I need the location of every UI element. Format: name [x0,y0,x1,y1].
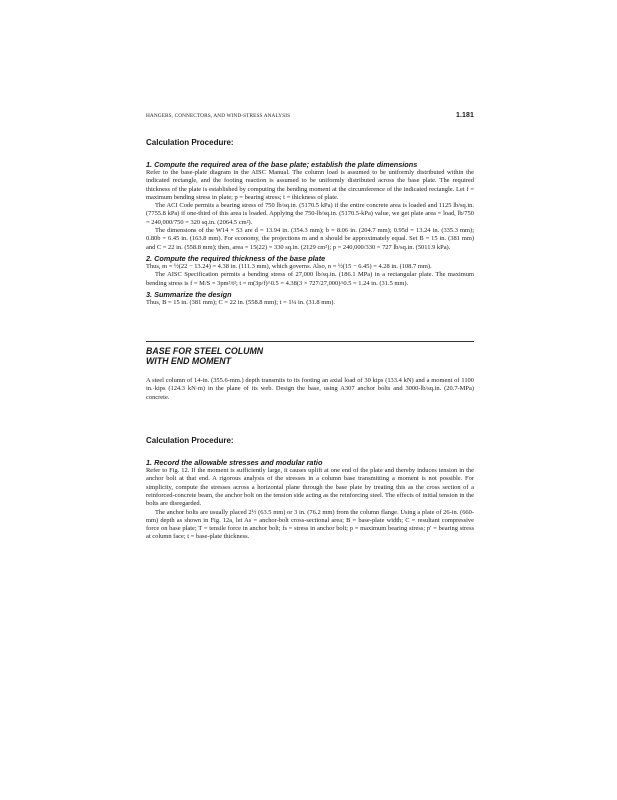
step-heading: 1. Record the allowable stresses and modular ratio [146,458,323,468]
step-heading: 3. Summarize the design [146,289,232,299]
page [146,112,474,542]
running-header [146,112,474,119]
paragraph: Refer to Fig. 12. If the moment is sufficiently large, it causes uplift at one end of the plate and thereby induces tension in the anchor bolt at that end. A rigorous analysis of the stresses in a column base transmitting a moment is not possible. For simplicity, compute the stresses across a horizontal plane through the base plate by treating this as the cross section of a reinforced-concrete beam, the anchor bolt on the tension side acting as the reinforcing steel. The effects of initial tension in the bolts are disregarded. [146,467,474,508]
step-heading: 2. Compute the required thickness of the base plate [146,253,326,263]
title-rule [146,341,474,342]
section-title-line: BASE FOR STEEL COLUMN [146,346,264,357]
paragraph: The dimensions of the W14 × 53 are d = 13.94 in. (354.3 mm); b = 8.06 in. (204.7 mm); 0.95d = 13.24 in. (335.3 mm); 0.80b = 6.45 in. (163.8 mm). For economy, the projections m and n should be approximately equal. Set B = 15 in. (381 mm) and C = 22 in. (558.8 mm); then, area = 15(22) = 330 sq.in. (2129 cm²); p = 240,000/330 = 727 lb/sq.in. (5011.9 kPa). [146,227,474,251]
page-number: 1.181 [455,112,474,119]
calculation-procedure-heading: Calculation Procedure: [146,138,234,147]
paragraph: Thus, B = 15 in. (381 mm); C = 22 in. (558.8 mm); t = 1¼ in. (31.8 mm). [146,298,335,306]
paragraph: The anchor bolts are usually placed 2½ (63.5 mm) or 3 in. (76.2 mm) from the column flange. Using a plate of 26-in. (660-mm) depth as shown in Fig. 12a, let As = anchor-bolt cross-sectional area; B = base-plate width; C = resultant compressive force on base plate; T = tensile force in anchor bolt; fs = stress in anchor bolt; p = maximum bearing stress; p′ = bearing stress at column face; t = base-plate thickness. [146,508,474,541]
paragraph: Refer to the base-plate diagram in the AISC Manual. The column load is assumed to be uniformly distributed within the indicated rectangle, and the footing reaction is assumed to be uniformly distributed across the base plate. The required thickness of the plate is established by computing the bending moment at the circumference of the indicated rectangle. Let f = maximum bending stress in plate; p = bearing stress; t = thickness of plate. [146,169,474,201]
section-title [146,346,474,366]
paragraph: The ACI Code permits a bearing stress of 750 lb/sq.in. (5170.5 kPa) if the entire concrete area is loaded and 1125 lb/sq.in. (7755.8 kPa) if one-third of this area is loaded. Applying the 750-lb/sq.in. (5170.5-kPa) value, we get plate area = load, lb/750 = 240,000/750 = 320 sq.in. (2064.5 cm²). [146,202,474,226]
paragraph: Thus, m = ½(22 − 13.24) = 4.38 in. (111.3 mm), which governs. Also, n = ½(15 − 6.45) = 4.28 in. (108.7 mm). [146,262,432,270]
intro-paragraph: A steel column of 14-in. (355.6-mm.) depth transmits to its footing an axial load of 30 kips (133.4 kN) and a moment of 1100 in.·kips (124.3 kN·m) in the plane of its web. Design the base, using A307 anchor bolts and 3000-lb/sq.in. (20.7-MPa) concrete. [146,377,474,401]
paragraph: The AISC Specification permits a bending stress of 27,000 lb/sq.in. (186.1 MPa) in a rectangular plate. The maximum bending stress is f = M/S = 3pm²/t²; t = m(3p/f)^0.5 = 4.38(3 × 727/27,000)^0.5 = 1.24 in. (31.5 mm). [146,271,474,287]
calculation-procedure-heading: Calculation Procedure: [146,436,234,446]
running-title: HANGERS, CONNECTORS, AND WIND-STRESS ANALYSIS [146,113,291,119]
section-title-line: WITH END MOMENT [146,356,232,367]
step-heading: 1. Compute the required area of the base plate; establish the plate dimensions [146,160,418,169]
